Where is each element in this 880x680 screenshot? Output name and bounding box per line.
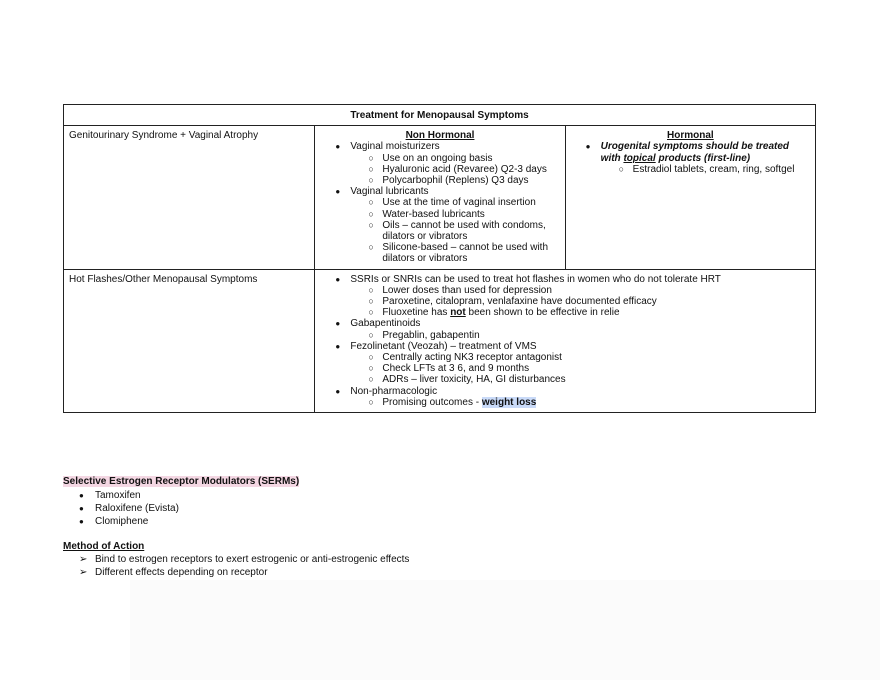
list-item: ○ Paroxetine, citalopram, venlafaxine have documented efficacy [320,296,810,307]
table-title: Treatment for Menopausal Symptoms [64,105,816,126]
nonhormonal-cell [315,126,565,269]
list-item: ○ Oils – cannot be used with condoms, dilators or vibrators [320,220,559,242]
list-item: ● SSRIs or SNRIs can be used to treat hot flashes in women who do not tolerate HRT ○ Lower doses than used for depression ○ Paroxetine, citalopram, venlafaxine have documented efficacy ○ Fluoxetine has not been shown to be effective in relie [320,274,810,319]
hormonal-text-a: Urogenital symptoms should be treated with [600,141,790,164]
highlight-weight-loss: weight loss [481,396,537,408]
moa-heading: Method of Action [63,541,145,552]
table-row [64,269,816,412]
list-item: ○ Polycarbophil (Replens) Q3 days [320,175,559,186]
serm-item: ● Tamoxifen [63,490,179,503]
list-item: ○ Fluoxetine has not been shown to be effective in relie [320,307,810,318]
list-item: ● Fezolinetant (Veozah) – treatment of VMS ○ Centrally acting NK3 receptor antagonist ○ Check LFTs at 3 6, and 9 months ○ ADRs – liver toxicity, HA, GI disturbances [320,341,810,386]
list-item: ○ Use at the time of vaginal insertion [320,197,559,208]
list-item: ● Vaginal lubricants ○ Use at the time of vaginal insertion ○ Water-based lubricants ○ Oils – cannot be used with condoms, dilators or vibrators ○ Silicone-based – cannot be used with dilators or vibrators [320,186,559,264]
row-label: Genitourinary Syndrome + Vaginal Atrophy [64,126,315,269]
list-item: ○ Promising outcomes - weight loss [320,397,810,408]
serms-list [63,490,179,528]
hotflash-list [320,274,810,408]
list-item [571,141,810,175]
list-item: ○ Water-based lubricants [320,209,559,220]
serm-item: ● Raloxifene (Evista) [63,503,179,516]
list-item: ○ Estradiol tablets, cream, ring, softgel [571,164,810,175]
list-item: ○ Pregablin, gabapentin [320,330,810,341]
nonhormonal-list [320,141,559,264]
row-label: Hot Flashes/Other Menopausal Symptoms [64,269,315,412]
list-item: ○ Check LFTs at 3 6, and 9 months [320,363,810,374]
list-item: ● Non-pharmacologic ○ Promising outcomes - weight loss [320,386,810,408]
table-row [64,126,816,269]
serm-item: ● Clomiphene [63,516,179,529]
background-shade [130,580,880,680]
hormonal-list [571,141,810,175]
hormonal-text-b: products (first-line) [655,152,751,164]
emphasis-not: not [450,307,466,319]
moa-item: ➢ Bind to estrogen receptors to exert estrogenic or anti-estrogenic effects [63,554,409,567]
list-item: ○ ADRs – liver toxicity, HA, GI disturbances [320,374,810,385]
list-item: ● Vaginal moisturizers ○ Use on an ongoing basis ○ Hyaluronic acid (Revaree) Q2-3 days ○ Polycarbophil (Replens) Q3 days [320,141,559,186]
nonhormonal-heading: Non Hormonal [405,130,475,142]
moa-item: ➢ Different effects depending on receptor [63,567,409,580]
list-item: ○ Centrally acting NK3 receptor antagonist [320,352,810,363]
serms-heading: Selective Estrogen Receptor Modulators (SERMs) [63,476,300,487]
hormonal-heading: Hormonal [667,130,714,142]
moa-list [63,554,409,580]
hotflash-cell [315,269,816,412]
treatment-table [63,104,816,413]
list-item: ○ Silicone-based – cannot be used with dilators or vibrators [320,242,559,264]
list-item: ● Gabapentinoids ○ Pregablin, gabapentin [320,318,810,340]
list-item: ○ Use on an ongoing basis [320,153,559,164]
hormonal-cell [565,126,815,269]
list-item: ○ Lower doses than used for depression [320,285,810,296]
list-item: ○ Hyaluronic acid (Revaree) Q2-3 days [320,164,559,175]
hormonal-text-topical: topical [623,152,656,164]
